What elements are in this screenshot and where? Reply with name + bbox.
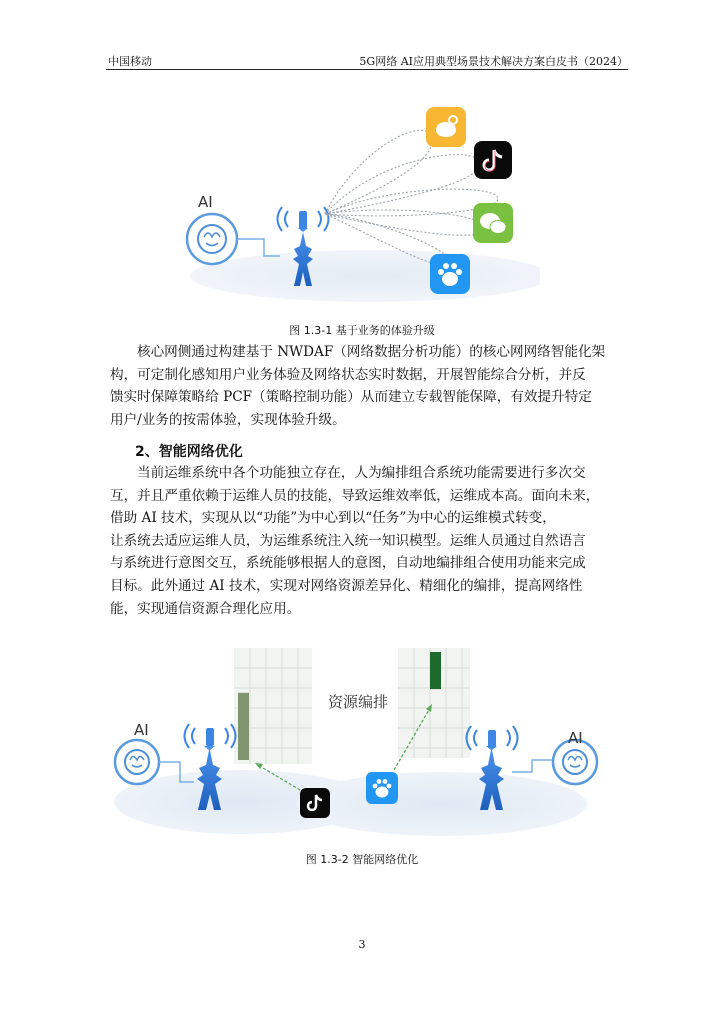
ai-brain-icon-left	[115, 740, 159, 784]
weibo-app-icon	[426, 107, 466, 147]
paragraph-2-line: 让系统去适应运维人员，为运维系统注入统一知识模型。运维人员通过自然语言	[110, 532, 586, 549]
tiktok-app-icon	[474, 141, 512, 179]
header-org: 中国移动	[108, 55, 152, 68]
figure-2-illustration	[112, 644, 612, 844]
resource-bar-left	[238, 693, 249, 760]
coverage-ellipse-right	[297, 772, 587, 836]
section-heading: 2、智能网络优化	[135, 444, 243, 460]
baidu-app-icon-fig2	[366, 772, 398, 804]
figure-1-caption: 图 1.3-1 基于业务的体验升级	[289, 324, 435, 337]
paragraph-2-line: 与系统进行意图交互，系统能够根据人的意图，自动地编排组合使用功能来完成	[110, 555, 586, 572]
paragraph-2	[110, 462, 628, 620]
beam-lobes	[325, 130, 498, 265]
resource-bar-right	[430, 652, 441, 689]
paragraph-1-line: 构，可定制化感知用户业务体验及网络状态实时数据，开展智能综合分析，并反	[110, 366, 586, 383]
paragraph-2-line: 能，实现通信资源合理化应用。	[110, 600, 301, 617]
ai-label-left: AI	[134, 721, 149, 739]
page-number: 3	[358, 938, 366, 951]
header-rule	[106, 69, 628, 70]
paragraph-1-line: 核心网侧通过构建基于 NWDAF（网络数据分析功能）的核心网网络智能化架	[137, 344, 606, 360]
baidu-app-icon	[430, 254, 470, 294]
tiktok-app-icon-fig2	[300, 788, 330, 818]
paragraph-2-line: 当前运维系统中各个功能独立存在，人为编排组合系统功能需要进行多次交	[137, 465, 586, 481]
ai-label-fig1: AI	[198, 193, 213, 211]
paragraph-1-line: 馈实时保障策略给 PCF（策略控制功能）从而建立专载智能保障，有效提升特定	[110, 389, 592, 406]
ai-label-right: AI	[568, 729, 583, 747]
figure-2-network-optimization	[112, 644, 612, 844]
header-doc-title: 5G网络 AI应用典型场景技术解决方案白皮书（2024）	[359, 55, 628, 68]
paragraph-1	[110, 341, 628, 431]
paragraph-2-line: 目标。此外通过 AI 技术，实现对网络资源差异化、精细化的编排，提高网络性	[110, 577, 583, 594]
ai-link-line	[237, 239, 280, 256]
wechat-app-icon	[473, 203, 513, 243]
paragraph-2-line: 借助 AI 技术，实现从以“功能”为中心到以“任务”为中心的运维模式转变，	[110, 510, 556, 527]
resource-grid-left	[234, 648, 312, 764]
figure-2-caption: 图 1.3-2 智能网络优化	[305, 853, 419, 866]
paragraph-1-line: 用户/业务的按需体验，实现体验升级。	[110, 411, 346, 428]
ai-link-line-right	[512, 760, 552, 772]
paragraph-2-line: 互，并且严重依赖于运维人员的技能，导致运维效率低，运维成本高。面向未来，	[110, 487, 600, 504]
figure-1-experience-upgrade	[180, 104, 540, 304]
coverage-ellipse	[190, 250, 540, 302]
resource-grid-right	[398, 648, 470, 758]
resource-orchestration-label: 资源编排	[328, 693, 389, 711]
ai-brain-icon	[187, 214, 237, 264]
